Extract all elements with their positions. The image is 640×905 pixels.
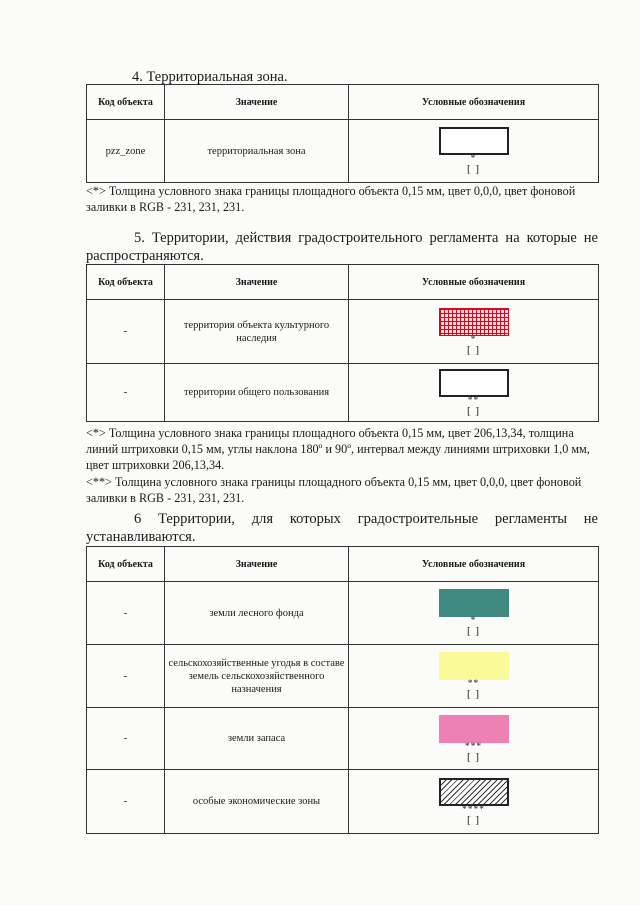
header-value: Значение (165, 265, 349, 300)
cell-value: территории общего пользования (165, 364, 349, 422)
footnote-bracket: [ ] (466, 750, 481, 763)
table-row (87, 708, 599, 770)
footnote-mark: * (470, 616, 477, 626)
footnote-mark: * (470, 334, 477, 345)
reserve-land-swatch (439, 715, 509, 743)
cell-symbol (349, 645, 599, 708)
footnote-mark: * (470, 154, 477, 164)
header-symbol: Условные обозначения (349, 547, 599, 582)
cell-value: территориальная зона (165, 120, 349, 183)
section5-table (86, 264, 599, 422)
section4-title: 4. Территориальная зона. (132, 69, 288, 85)
forest-fund-swatch (439, 589, 509, 617)
footnote-mark: ** (467, 395, 480, 406)
footnote-mark: **** (462, 804, 485, 815)
table-header-row (87, 265, 599, 300)
table-header-row (87, 85, 599, 120)
table-row (87, 770, 599, 834)
cell-symbol (349, 300, 599, 364)
table-row (87, 582, 599, 645)
cell-code: - (87, 645, 165, 708)
footnote-bracket: [ ] (466, 688, 481, 700)
cell-symbol (349, 120, 599, 183)
section5-title: 5. Территории, действия градостроительного регламента на которые не распространяются. (86, 230, 598, 264)
header-code: Код объекта (87, 265, 165, 300)
header-value: Значение (165, 85, 349, 120)
table-row (87, 364, 599, 422)
cell-symbol (349, 364, 599, 422)
footnote-bracket: [ ] (466, 404, 481, 417)
economic-zone-hatch-swatch (439, 778, 509, 806)
cell-value: особые экономические зоны (165, 770, 349, 834)
cell-value: территория объекта культурного наследия (165, 300, 349, 364)
header-value: Значение (165, 547, 349, 582)
cell-code: - (87, 364, 165, 422)
header-symbol: Условные обозначения (349, 265, 599, 300)
cell-code: - (87, 770, 165, 834)
cell-symbol (349, 582, 599, 645)
cell-symbol (349, 708, 599, 770)
cell-code: - (87, 300, 165, 364)
header-code: Код объекта (87, 85, 165, 120)
section6-table (86, 546, 599, 834)
cell-value: земли запаса (165, 708, 349, 770)
footnote-bracket: [ ] (466, 343, 481, 356)
section5-note-2: <**> Толщина условного знака границы площадного объекта 0,15 мм, цвет 0,0,0, цвет фоновой заливки в RGB - 231, 231, 231. (86, 475, 582, 505)
section5-note-1: <*> Толщина условного знака границы площадного объекта 0,15 мм, цвет 206,13,34, толщина линий штриховки 0,15 мм, углы наклона 180º и 90º, интервал между линиями штриховки 1,0 мм, цвет штриховки 206,13,34. (86, 426, 590, 472)
footnote-bracket: [ ] (466, 813, 481, 826)
header-code: Код объекта (87, 547, 165, 582)
section4-table (86, 84, 599, 183)
table-row (87, 120, 599, 183)
cell-code: - (87, 582, 165, 645)
cell-symbol (349, 770, 599, 834)
cell-code: pzz_zone (87, 120, 165, 183)
cell-code: - (87, 708, 165, 770)
zone-symbol-swatch (439, 127, 509, 155)
public-territory-swatch (439, 369, 509, 397)
header-symbol: Условные обозначения (349, 85, 599, 120)
footnote-mark: ** (467, 679, 480, 689)
agricultural-land-swatch (439, 652, 509, 680)
table-row (87, 645, 599, 708)
cell-value: земли лесного фонда (165, 582, 349, 645)
section4-note: <*> Толщина условного знака границы площадного объекта 0,15 мм, цвет 0,0,0, цвет фоновой заливки в RGB - 231, 231, 231. (86, 184, 576, 214)
table-row (87, 300, 599, 364)
section6-title: 6 Территории, для которых градостроительные регламенты не устанавливаются. (86, 511, 598, 545)
footnote-bracket: [ ] (466, 163, 481, 175)
cell-value: сельскохозяйственные угодья в составе земель сельскохозяйственного назначения (165, 645, 349, 708)
table-header-row (87, 547, 599, 582)
footnote-bracket: [ ] (466, 625, 481, 637)
footnote-mark: *** (464, 741, 483, 752)
heritage-hatch-swatch (439, 308, 509, 336)
